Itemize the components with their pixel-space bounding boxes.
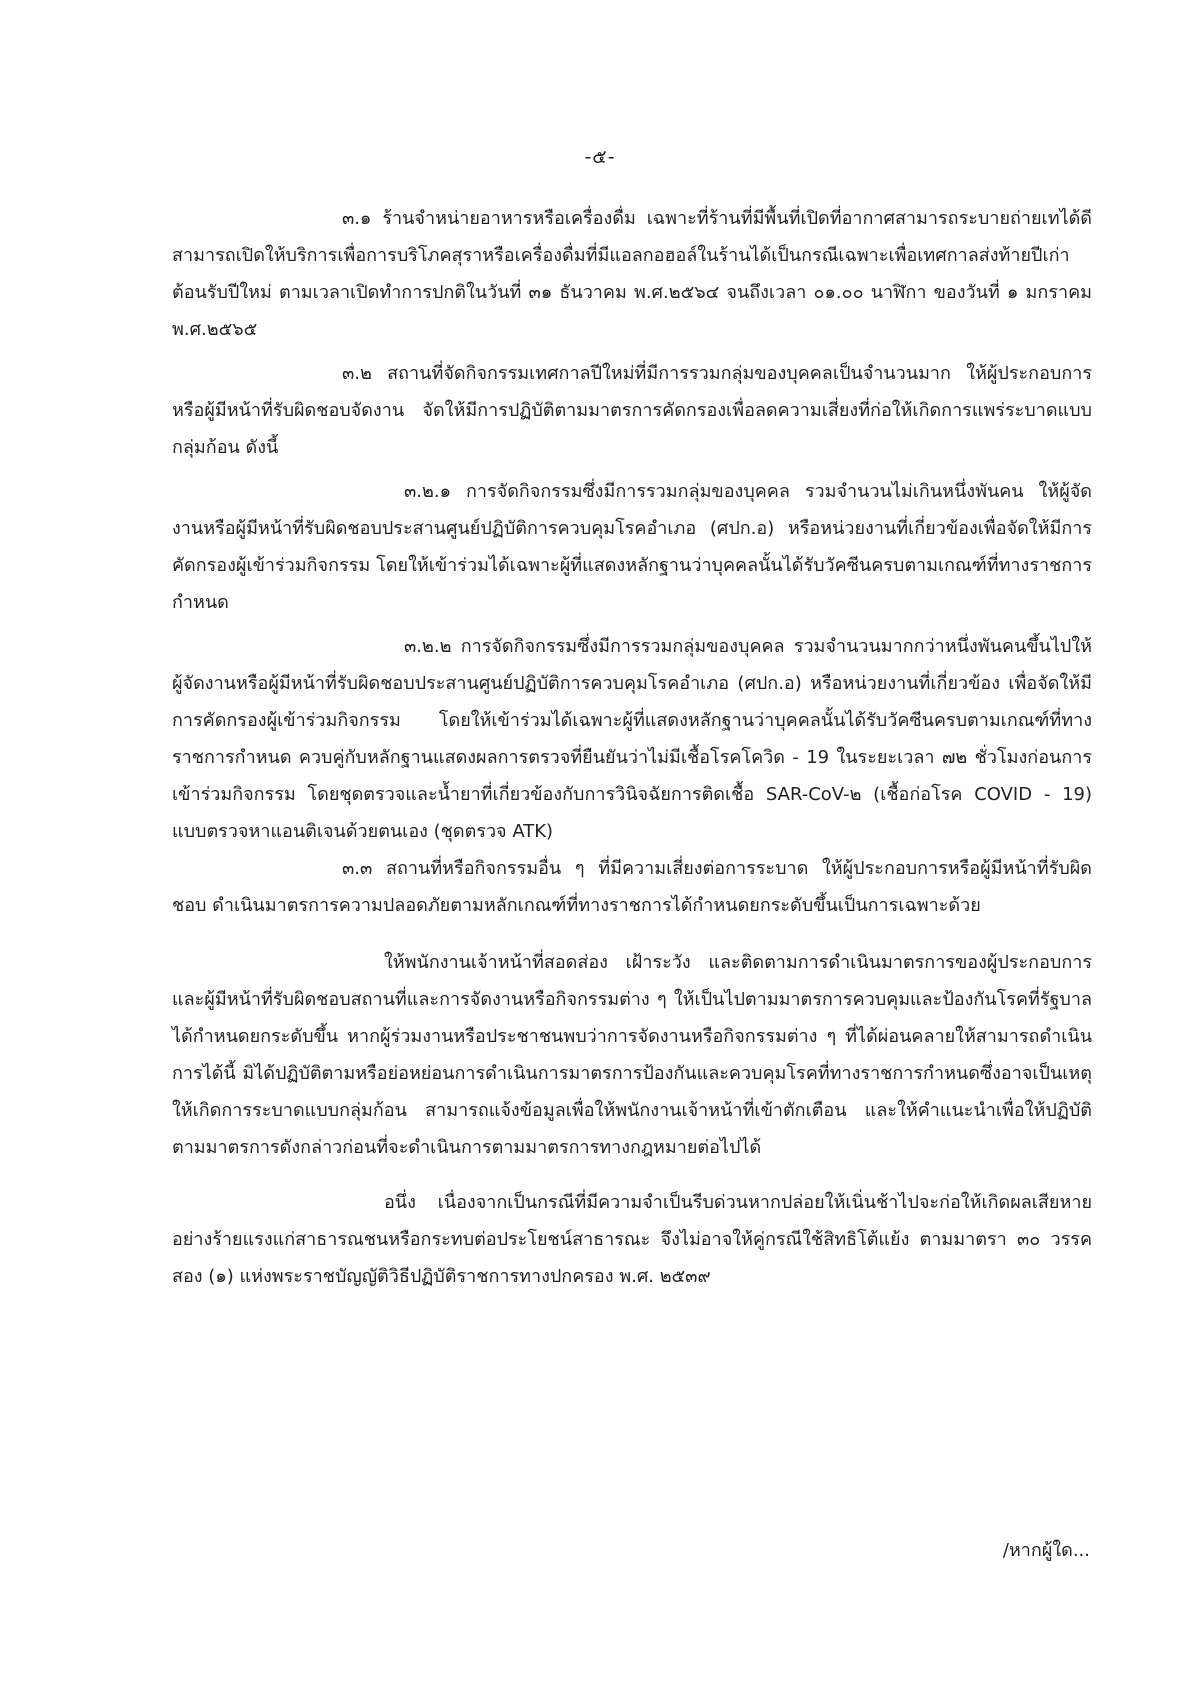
paragraph-3-2: ๓.๒ สถานที่จัดกิจกรรมเทศกาลปีใหม่ที่มีการรวมกลุ่มของบุคคลเป็นจำนวนมาก ให้ผู้ประกอบการหรือผู้มีหน้าที่รับผิดชอบจัดงาน จัดให้มีการปฏิบัติตามมาตรการคัดกรองเพื่อลดความเสี่ยงที่ก่อให้เกิดการแพร่ระบาดแบบกลุ่มก้อน ดังนี้ xyxy=(172,363,1092,458)
paragraph-3-2-2: ๓.๒.๒ การจัดกิจกรรมซึ่งมีการรวมกลุ่มของบุคคล รวมจำนวนมากกว่าหนึ่งพันคนขึ้นไปให้ผู้จัดงานหรือผู้มีหน้าที่รับผิดชอบประสานศูนย์ปฏิบัติการควบคุมโรคอำเภอ (ศปก.อ) หรือหน่วยงานที่เกี่ยวข้อง เพื่อจัดให้มีการคัดกรองผู้เข้าร่วมกิจกรรม โดยให้เข้าร่วมได้เฉพาะผู้ที่แสดงหลักฐานว่าบุคคลนั้นได้รับวัคซีนครบตามเกณฑ์ที่ทางราชการกำหนด ควบคู่กับหลักฐานแสดงผลการตรวจที่ยืนยันว่าไม่มีเชื้อโรคโควิด - 19 ในระยะเวลา ๗๒ ชั่วโมงก่อนการเข้าร่วมกิจกรรม โดยชุดตรวจและน้ำยาที่เกี่ยวข้องกับการวินิจฉัยการติดเชื้อ SAR-CoV-๒ (เชื้อก่อโรค COVID - 19) แบบตรวจหาแอนติเจนด้วยตนเอง (ชุดตรวจ ATK) xyxy=(172,636,1092,842)
paragraph-urgency: อนึ่ง เนื่องจากเป็นกรณีที่มีความจำเป็นรีบด่วนหากปล่อยให้เนิ่นช้าไปจะก่อให้เกิดผลเสียหายอย่างร้ายแรงแก่สาธารณชนหรือกระทบต่อประโยชน์สาธารณะ จึงไม่อาจให้คู่กรณีใช้สิทธิโต้แย้ง ตามมาตรา ๓๐ วรรคสอง (๑) แห่งพระราชบัญญัติวิธีปฏิบัติราชการทางปกครอง พ.ศ. ๒๕๓๙ xyxy=(172,1192,1092,1287)
page-number: -๕- xyxy=(584,146,616,168)
paragraph-3-2-1: ๓.๒.๑ การจัดกิจกรรมซึ่งมีการรวมกลุ่มของบุคคล รวมจำนวนไม่เกินหนึ่งพันคน ให้ผู้จัดงานหรือผู้มีหน้าที่รับผิดชอบประสานศูนย์ปฏิบัติการควบคุมโรคอำเภอ (ศปก.อ) หรือหน่วยงานที่เกี่ยวข้องเพื่อจัดให้มีการคัดกรองผู้เข้าร่วมกิจกรรม โดยให้เข้าร่วมได้เฉพาะผู้ที่แสดงหลักฐานว่าบุคคลนั้นได้รับวัคซีนครบตามเกณฑ์ที่ทางราชการกำหนด xyxy=(172,481,1092,613)
paragraph-3-1: ๓.๑ ร้านจำหน่ายอาหารหรือเครื่องดื่ม เฉพาะที่ร้านที่มีพื้นที่เปิดที่อากาศสามารถระบายถ่ายเทได้ดี สามารถเปิดให้บริการเพื่อการบริโภคสุราหรือเครื่องดื่มที่มีแอลกอฮอล์ในร้านได้เป็นกรณีเฉพาะเพื่อเทศกาลส่งท้ายปีเก่าต้อนรับปีใหม่ ตามเวลาเปิดทำการปกติในวันที่ ๓๑ ธันวาคม พ.ศ.๒๕๖๔ จนถึงเวลา ๐๑.๐๐ นาฬิกา ของวันที่ ๑ มกราคม พ.ศ.๒๕๖๕ xyxy=(172,208,1092,340)
continuation-note: /หากผู้ใด... xyxy=(1002,1540,1090,1561)
paragraph-officer-instruction: ให้พนักงานเจ้าหน้าที่สอดส่อง เฝ้าระวัง และติดตามการดำเนินมาตรการของผู้ประกอบการและผู้มีหน้าที่รับผิดชอบสถานที่และการจัดงานหรือกิจกรรมต่าง ๆ ให้เป็นไปตามมาตรการควบคุมและป้องกันโรคที่รัฐบาลได้กำหนดยกระดับขึ้น หากผู้ร่วมงานหรือประชาชนพบว่าการจัดงานหรือกิจกรรมต่าง ๆ ที่ได้ผ่อนคลายให้สามารถดำเนินการได้นี้ มิได้ปฏิบัติตามหรือย่อหย่อนการดำเนินการมาตรการป้องกันและควบคุมโรคที่ทางราชการกำหนดซึ่งอาจเป็นเหตุให้เกิดการระบาดแบบกลุ่มก้อน สามารถแจ้งข้อมูลเพื่อให้พนักงานเจ้าหน้าที่เข้าตักเตือน และให้คำแนะนำเพื่อให้ปฏิบัติตามมาตรการดังกล่าวก่อนที่จะดำเนินการตามมาตรการทางกฎหมายต่อไปได้ xyxy=(172,952,1092,1158)
document-body xyxy=(172,200,1092,1295)
paragraph-3-3: ๓.๓ สถานที่หรือกิจกรรมอื่น ๆ ที่มีความเสี่ยงต่อการระบาด ให้ผู้ประกอบการหรือผู้มีหน้าที่รับผิดชอบ ดำเนินมาตรการความปลอดภัยตามหลักเกณฑ์ที่ทางราชการได้กำหนดยกระดับขึ้นเป็นการเฉพาะด้วย xyxy=(172,858,1092,916)
